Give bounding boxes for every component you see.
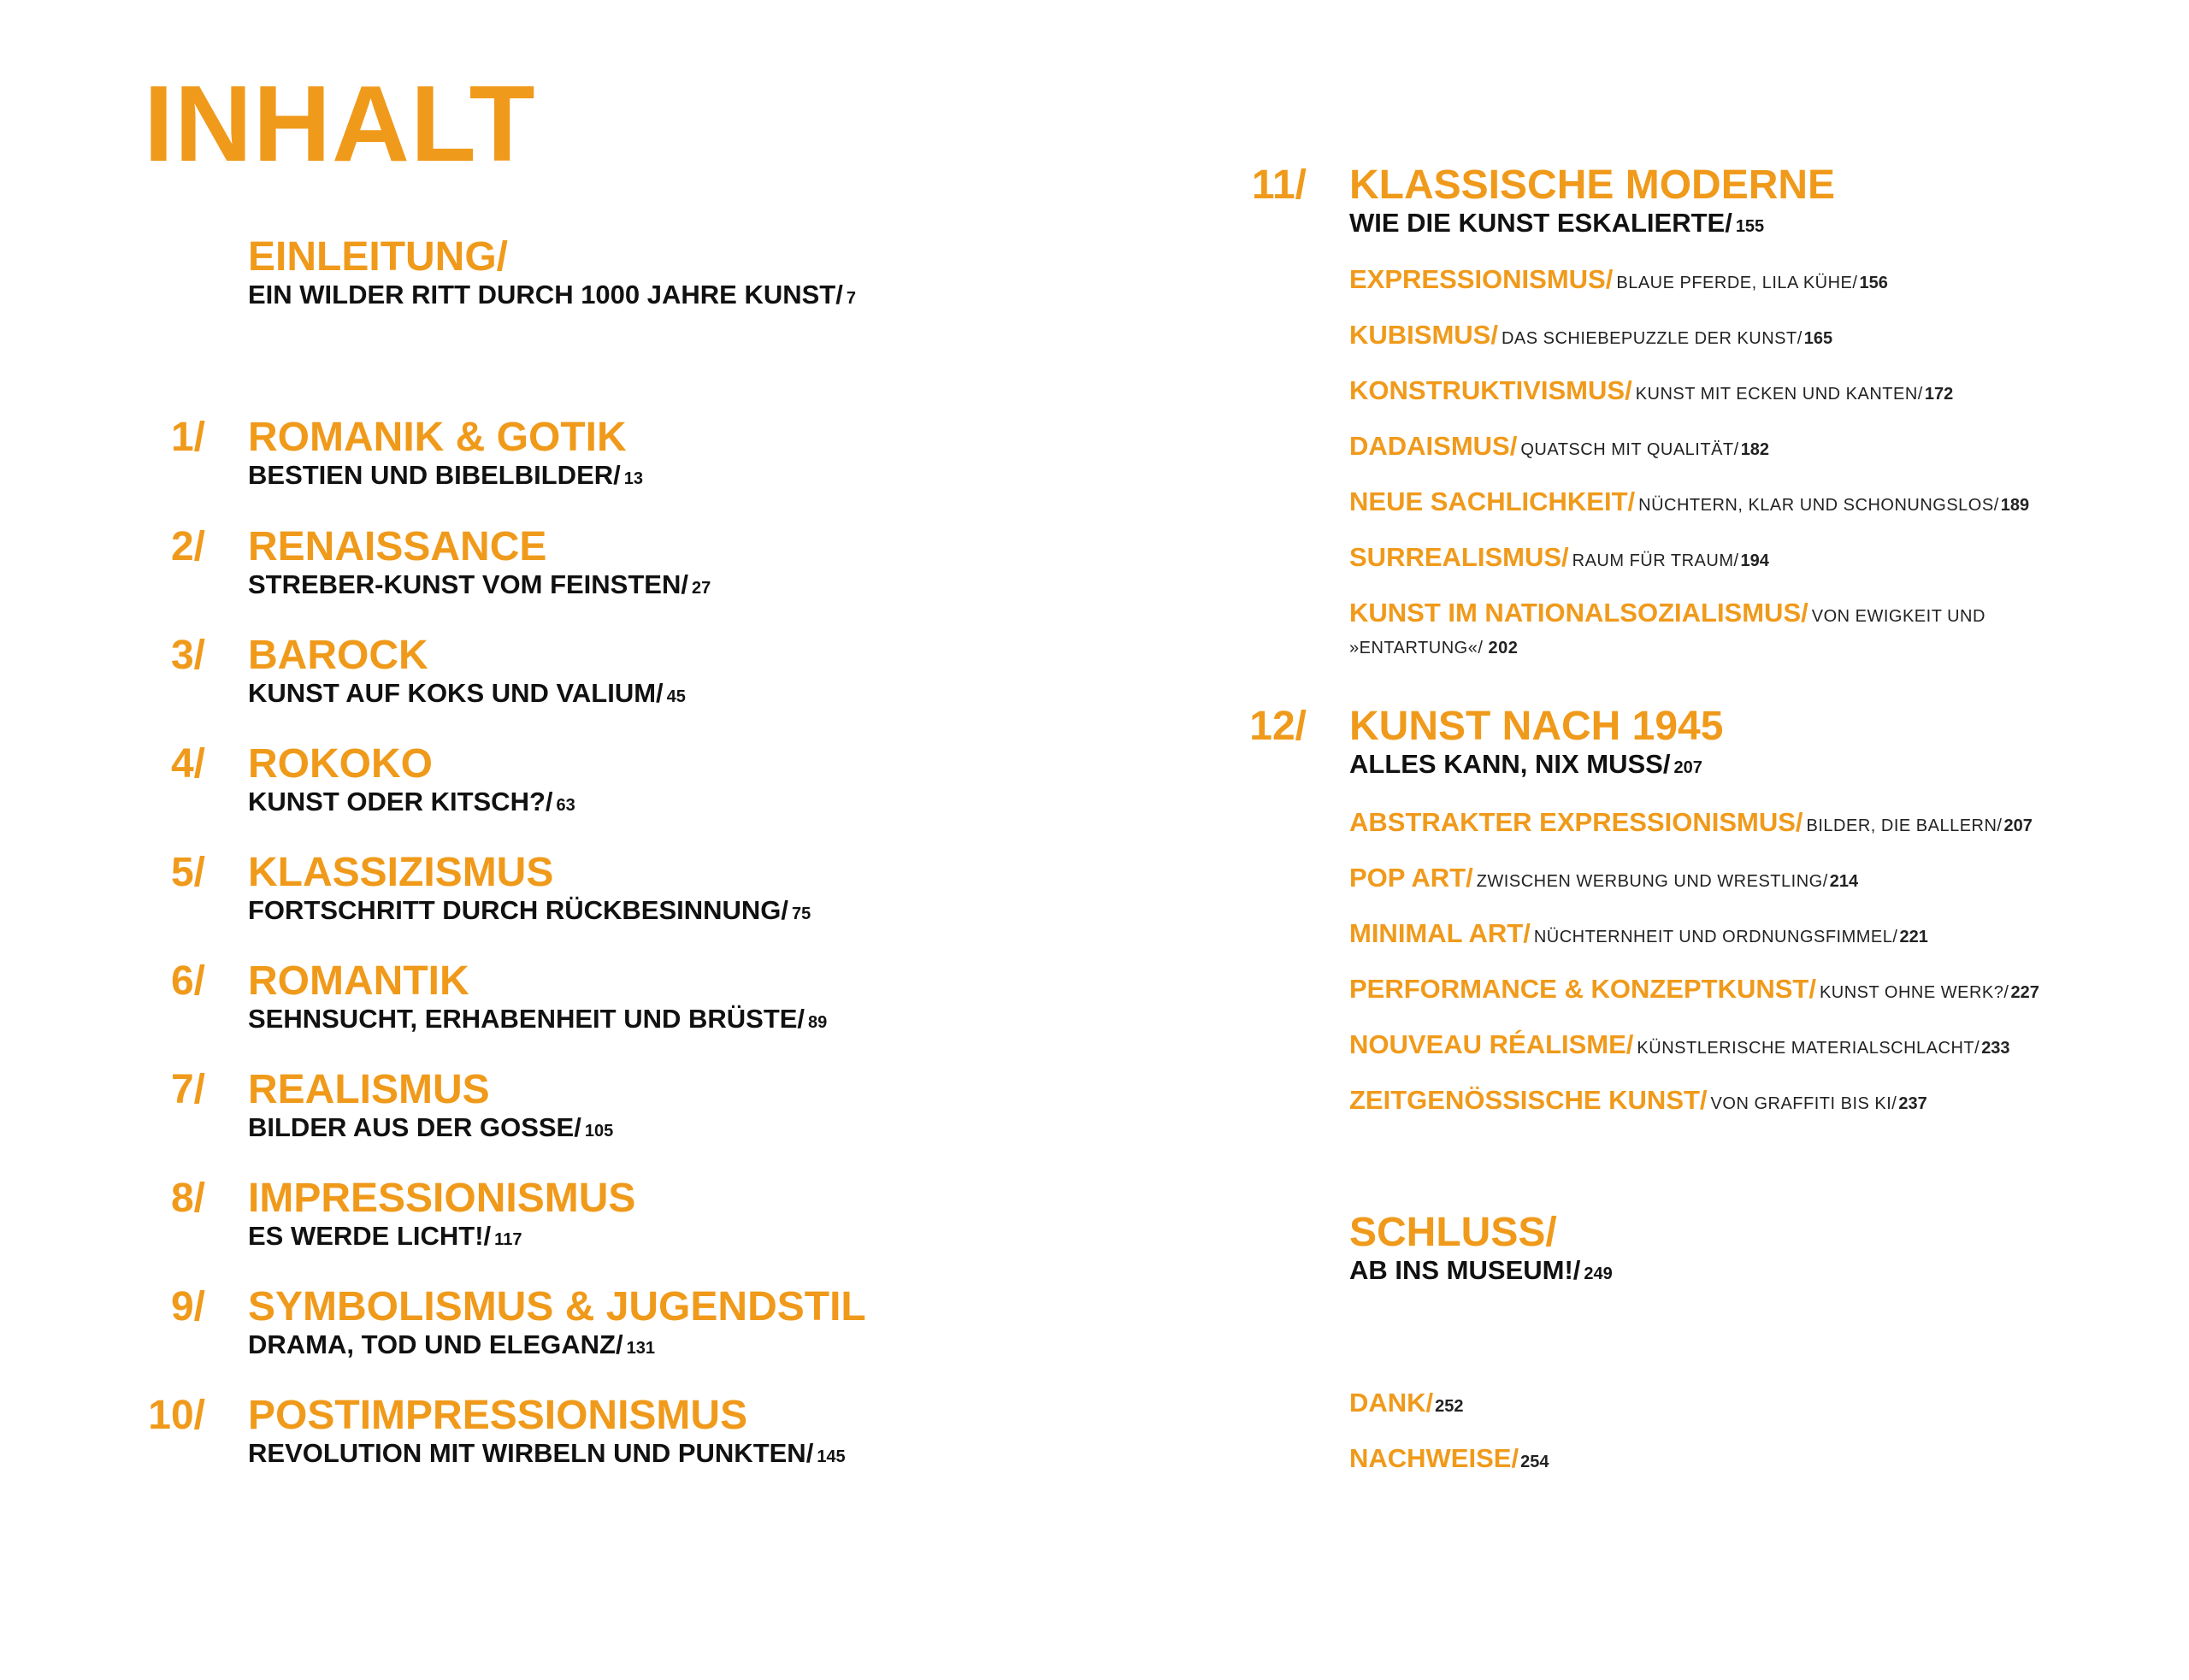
section-desc: NÜCHTERN, KLAR UND SCHONUNGSLOS/ (1638, 496, 1999, 515)
intro-page: 7 (846, 289, 856, 308)
outro-subtitle (1349, 1257, 1613, 1283)
chapter-subtitle-text: DRAMA, TOD UND ELEGANZ/ (248, 1329, 623, 1359)
chapter-page: 75 (792, 905, 811, 923)
chapter-number: 6/ (170, 958, 205, 1004)
section-title: MINIMAL ART/ (1349, 918, 1531, 948)
section-page: 156 (1859, 274, 1888, 292)
section-desc: KÜNSTLERISCHE MATERIALSCHLACHT/ (1637, 1039, 1980, 1058)
outro-title: SCHLUSS/ (1349, 1210, 1557, 1255)
appendix-title: NACHWEISE/ (1349, 1443, 1519, 1473)
chapter-subtitle-text: BESTIEN UND BIBELBILDER/ (248, 460, 621, 490)
section-entry[interactable] (1349, 433, 1769, 459)
appendix-entry-nachweise[interactable] (1349, 1445, 1549, 1471)
section-entry[interactable] (1349, 920, 1928, 946)
chapter-subtitle-text: REVOLUTION MIT WIRBELN UND PUNKTEN/ (248, 1438, 814, 1468)
chapter-page: 89 (808, 1013, 828, 1032)
chapter-subtitle (248, 1440, 846, 1466)
chapter-title: REALISMUS (248, 1067, 490, 1112)
chapter-number: 10/ (148, 1393, 205, 1438)
chapter-page: 105 (584, 1122, 614, 1141)
section-page: 202 (1488, 639, 1519, 657)
section-entry[interactable] (1349, 599, 1985, 626)
chapter-subtitle (248, 788, 575, 815)
appendix-page: 254 (1520, 1453, 1549, 1471)
section-entry[interactable] (1349, 1087, 1927, 1113)
section-entry[interactable] (1349, 377, 1953, 404)
page-title: INHALT (144, 63, 536, 184)
section-page: 214 (1829, 872, 1859, 891)
section-page: 165 (1803, 329, 1833, 348)
section-page: 233 (1981, 1039, 2010, 1058)
section-entry[interactable] (1349, 488, 2029, 515)
chapter-title: SYMBOLISMUS & JUGENDSTIL (248, 1284, 866, 1329)
section-desc: BLAUE PFERDE, LILA KÜHE/ (1616, 274, 1858, 292)
section-title: PERFORMANCE & KONZEPTKUNST/ (1349, 974, 1816, 1004)
intro-subtitle (248, 281, 856, 308)
appendix-entry-dank[interactable] (1349, 1389, 1464, 1416)
chapter-subtitle-text: BILDER AUS DER GOSSE/ (248, 1112, 581, 1142)
section-entry[interactable] (1349, 864, 1858, 891)
section-entry-continued[interactable] (1349, 640, 1518, 657)
section-desc: ZWISCHEN WERBUNG UND WRESTLING/ (1476, 872, 1828, 891)
chapter-number: 3/ (170, 633, 205, 678)
chapter-subtitle (248, 680, 686, 706)
chapter-title: KLASSISCHE MODERNE (1349, 162, 1836, 208)
chapter-title: ROMANTIK (248, 958, 469, 1004)
chapter-subtitle-text: KUNST AUF KOKS UND VALIUM/ (248, 678, 664, 708)
section-page: 237 (1898, 1094, 1927, 1113)
chapter-page: 131 (626, 1339, 655, 1358)
section-desc: »ENTARTUNG«/ (1349, 639, 1484, 657)
section-page: 227 (2010, 983, 2039, 1002)
chapter-title: KUNST NACH 1945 (1349, 704, 1724, 749)
chapter-page: 207 (1673, 758, 1702, 777)
section-entry[interactable] (1349, 976, 2039, 1002)
section-title: SURREALISMUS/ (1349, 542, 1569, 572)
section-desc: DAS SCHIEBEPUZZLE DER KUNST/ (1501, 329, 1803, 348)
outro-page: 249 (1584, 1264, 1613, 1283)
section-title: POP ART/ (1349, 863, 1473, 893)
chapter-number: 1/ (170, 415, 205, 460)
section-desc: VON EWIGKEIT UND (1811, 607, 1985, 626)
section-entry[interactable] (1349, 321, 1832, 348)
chapter-subtitle (1349, 209, 1764, 236)
section-desc: NÜCHTERNHEIT UND ORDNUNGSFIMMEL/ (1533, 928, 1898, 946)
intro-subtitle-text: EIN WILDER RITT DURCH 1000 JAHRE KUNST/ (248, 280, 843, 309)
chapter-number: 7/ (170, 1067, 205, 1112)
outro-subtitle-text: AB INS MUSEUM!/ (1349, 1255, 1581, 1285)
chapter-page: 63 (556, 796, 575, 815)
section-entry[interactable] (1349, 544, 1769, 570)
section-title: NOUVEAU RÉALISME/ (1349, 1029, 1634, 1059)
chapter-subtitle (248, 897, 811, 923)
chapter-page: 155 (1735, 217, 1765, 236)
chapter-subtitle (248, 1114, 613, 1141)
section-title: ABSTRAKTER EXPRESSIONISMUS/ (1349, 807, 1803, 837)
section-entry[interactable] (1349, 809, 2033, 835)
section-desc: KUNST OHNE WERK?/ (1819, 983, 2009, 1002)
chapter-subtitle-text: FORTSCHRITT DURCH RÜCKBESINNUNG/ (248, 895, 789, 925)
chapter-subtitle-text: ES WERDE LICHT!/ (248, 1221, 492, 1251)
section-title: KUBISMUS/ (1349, 320, 1498, 350)
section-page: 172 (1924, 385, 1954, 404)
section-title: ZEITGENÖSSISCHE KUNST/ (1349, 1085, 1708, 1115)
section-title: NEUE SACHLICHKEIT/ (1349, 486, 1636, 516)
section-desc: VON GRAFFITI BIS KI/ (1710, 1094, 1897, 1113)
section-title: EXPRESSIONISMUS/ (1349, 264, 1614, 294)
section-title: KONSTRUKTIVISMUS/ (1349, 375, 1632, 405)
chapter-number: 2/ (170, 524, 205, 569)
chapter-subtitle-text: KUNST ODER KITSCH?/ (248, 787, 553, 816)
section-entry[interactable] (1349, 266, 1888, 292)
chapter-subtitle (248, 1223, 522, 1249)
chapter-subtitle (248, 1005, 827, 1032)
chapter-title: POSTIMPRESSIONISMUS (248, 1393, 748, 1438)
section-title: KUNST IM NATIONALSOZIALISMUS/ (1349, 598, 1808, 628)
chapter-title: KLASSIZISMUS (248, 850, 554, 895)
section-page: 194 (1740, 551, 1769, 570)
section-desc: RAUM FÜR TRAUM/ (1572, 551, 1739, 570)
chapter-page: 117 (494, 1230, 522, 1249)
chapter-title: ROKOKO (248, 741, 433, 787)
section-desc: KUNST MIT ECKEN UND KANTEN/ (1635, 385, 1923, 404)
appendix-title: DANK/ (1349, 1388, 1434, 1418)
chapter-title: RENAISSANCE (248, 524, 547, 569)
section-page: 189 (2000, 496, 2030, 515)
chapter-title: IMPRESSIONISMUS (248, 1176, 636, 1221)
chapter-page: 27 (691, 579, 711, 598)
chapter-number: 8/ (170, 1176, 205, 1221)
chapter-number: 11/ (1251, 162, 1307, 208)
chapter-subtitle (248, 571, 711, 598)
chapter-number: 4/ (170, 741, 205, 787)
section-page: 207 (2003, 816, 2033, 835)
section-page: 221 (1899, 928, 1928, 946)
appendix-page: 252 (1435, 1397, 1464, 1416)
section-title: DADAISMUS/ (1349, 431, 1518, 461)
intro-title: EINLEITUNG/ (248, 234, 509, 280)
section-page: 182 (1740, 440, 1770, 459)
chapter-subtitle-text: SEHNSUCHT, ERHABENHEIT UND BRÜSTE/ (248, 1004, 805, 1034)
section-desc: BILDER, DIE BALLERN/ (1806, 816, 2003, 835)
chapter-title: ROMANIK & GOTIK (248, 415, 627, 460)
chapter-number: 5/ (170, 850, 205, 895)
chapter-number: 9/ (170, 1284, 205, 1329)
chapter-subtitle (248, 1331, 655, 1358)
section-desc: QUATSCH MIT QUALITÄT/ (1520, 440, 1739, 459)
chapter-subtitle-text: WIE DIE KUNST ESKALIERTE/ (1349, 208, 1732, 238)
chapter-subtitle (1349, 751, 1702, 777)
section-entry[interactable] (1349, 1031, 2010, 1058)
chapter-subtitle (248, 462, 643, 488)
chapter-page: 145 (817, 1447, 846, 1466)
chapter-page: 45 (666, 687, 686, 706)
chapter-title: BAROCK (248, 633, 428, 678)
chapter-subtitle-text: STREBER-KUNST VOM FEINSTEN/ (248, 569, 688, 599)
chapter-page: 13 (623, 469, 643, 488)
chapter-subtitle-text: ALLES KANN, NIX MUSS/ (1349, 749, 1671, 779)
chapter-number: 12/ (1249, 704, 1307, 749)
